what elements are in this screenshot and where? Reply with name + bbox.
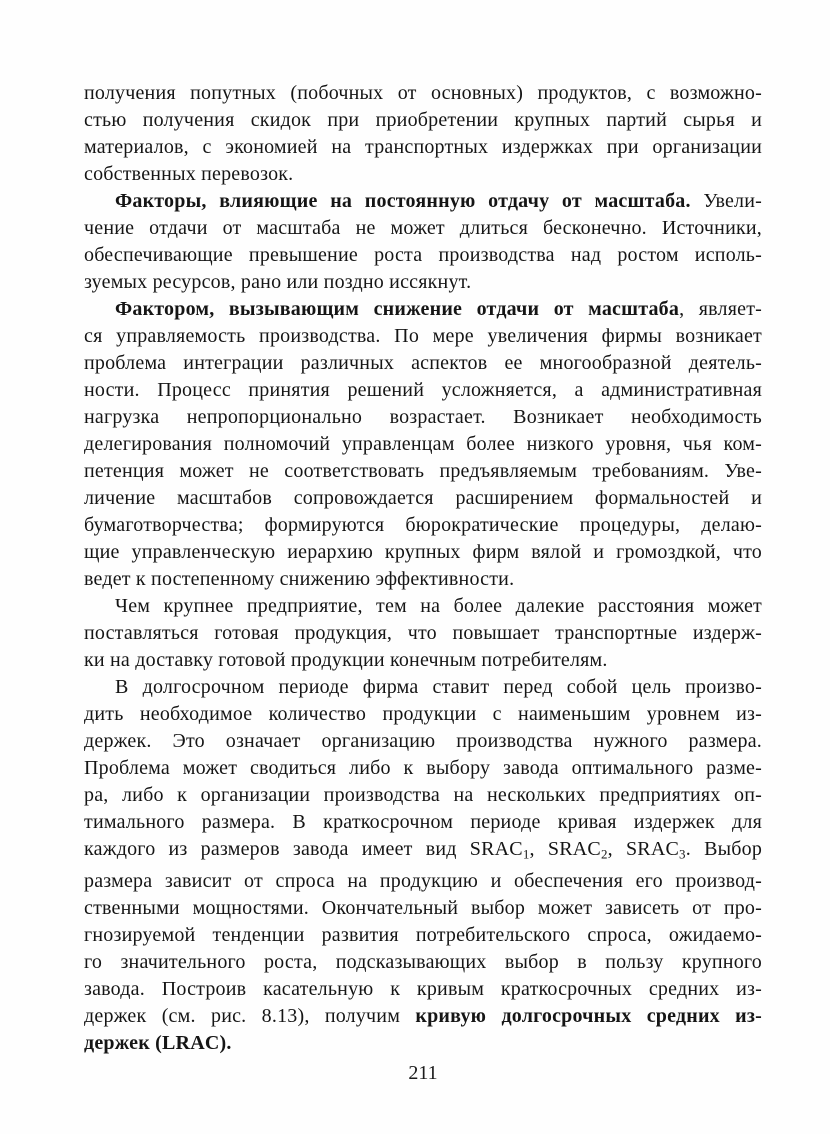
body-text: го значительного роста, подсказывающих выбор в пользу крупного <box>84 950 762 973</box>
text-line <box>84 377 762 404</box>
text-line <box>84 404 762 431</box>
text-line <box>84 242 762 269</box>
body-text: ности. Процесс принятия решений усложняется, а административная <box>84 379 762 401</box>
body-text: обеспечивающие превышение роста производства над ростом исполь- <box>84 244 762 266</box>
bold-text: Факторы, влияющие на постоянную отдачу от масштаба. <box>115 190 691 212</box>
text-line <box>84 895 762 922</box>
body-text: щие управленческую иерархию крупных фирм вялой и громоздкой, что <box>84 541 762 563</box>
text-line <box>84 647 762 674</box>
text-line <box>84 836 762 868</box>
text-line <box>84 269 762 296</box>
body-text: ки на доставку готовой продукции конечным потребителям. <box>84 649 608 671</box>
body-text: бумаготворчества; формируются бюрократические процедуры, делаю- <box>84 514 762 536</box>
body-text: проблема интеграции различных аспектов ее многообразной деятель- <box>84 352 762 374</box>
body-text: . Выбор <box>685 838 763 860</box>
text-line <box>84 1030 762 1057</box>
bold-text: Фактором, вызывающим снижение отдачи от масштаба <box>115 298 680 320</box>
body-text: В долгосрочном периоде фирма ставит перед собой цель произво- <box>115 676 762 698</box>
body-text: ра, либо к организации производства на нескольких предприятиях оп- <box>84 784 762 806</box>
text-line <box>84 350 762 377</box>
text-line <box>84 868 762 895</box>
paragraph <box>84 296 762 593</box>
body-text: зуемых ресурсов, рано или поздно иссякнут. <box>84 271 472 293</box>
paragraph <box>84 80 762 188</box>
body-text: гнозируемой тенденции развития потребительского спроса, ожидаемо- <box>84 923 762 946</box>
body-text: собственных перевозок. <box>84 163 294 185</box>
text-line <box>84 620 762 647</box>
text-line <box>84 782 762 809</box>
text-line <box>84 323 762 350</box>
text-line <box>84 485 762 512</box>
text-line <box>84 922 762 949</box>
text-line <box>84 1003 762 1030</box>
body-text: держек. Это означает организацию производства нужного размера. <box>84 730 762 752</box>
page-number: 211 <box>408 1062 438 1084</box>
body-text: делегирования полномочий управленцам более низкого уровня, чья ком- <box>84 433 762 455</box>
body-text: стью получения скидок при приобретении крупных партий сырья и <box>84 109 762 131</box>
text-line <box>84 215 762 242</box>
body-text: завода. Построив касательную к кривым краткосрочных средних из- <box>84 977 762 1000</box>
body-text: Проблема может сводиться либо к выбору завода оптимального разме- <box>84 757 762 779</box>
page-text <box>84 80 762 1057</box>
body-text: , являет- <box>679 298 762 320</box>
text-line <box>84 701 762 728</box>
text-line <box>84 296 762 323</box>
text-line <box>84 458 762 485</box>
text-line <box>84 674 762 701</box>
body-text: размера зависит от спроса на продукцию и обеспечения его производ- <box>84 869 762 892</box>
text-line <box>84 134 762 161</box>
body-text: петенция может не соответствовать предъявляемым требованиям. Уве- <box>84 460 762 482</box>
body-text: держек (см. рис. 8.13), получим <box>84 1004 416 1027</box>
text-line <box>84 949 762 976</box>
body-text: , SRAC <box>607 838 680 860</box>
body-text: личение масштабов сопровождается расширением формальностей и <box>84 487 762 509</box>
body-text: ся управляемость производства. По мере увеличения фирмы возникает <box>84 325 762 347</box>
paragraph <box>84 188 762 296</box>
paragraph <box>84 593 762 674</box>
bold-text: кривую долгосрочных средних из- <box>415 1004 763 1027</box>
text-line <box>84 188 762 215</box>
paragraph <box>84 674 762 1057</box>
text-line <box>84 566 762 593</box>
text-line <box>84 431 762 458</box>
body-text: Увели- <box>690 190 762 212</box>
body-text: ственными мощностями. Окончательный выбор может зависеть от про- <box>84 896 762 919</box>
body-text: поставляться готовая продукция, что повышает транспортные издерж- <box>84 622 762 644</box>
body-text: получения попутных (побочных от основных) продуктов, с возможно- <box>84 82 762 104</box>
text-line <box>84 161 762 188</box>
text-line <box>84 728 762 755</box>
subscript-text: 2 <box>600 846 608 862</box>
body-text: дить необходимое количество продукции с наименьшим уровнем из- <box>84 703 762 725</box>
body-text: ведет к постепенному снижению эффективности. <box>84 568 515 590</box>
text-line <box>84 593 762 620</box>
body-text: материалов, с экономией на транспортных издержках при организации <box>84 136 762 158</box>
text-line <box>84 809 762 836</box>
text-line <box>84 755 762 782</box>
body-text: , SRAC <box>529 838 601 860</box>
subscript-text: 3 <box>679 846 686 862</box>
text-line <box>84 976 762 1003</box>
bold-text: держек (LRAC). <box>84 1031 232 1054</box>
text-line <box>84 539 762 566</box>
body-text: тимального размера. В краткосрочном периоде кривая издержек для <box>84 811 762 833</box>
subscript-text: 1 <box>522 846 530 862</box>
text-line <box>84 107 762 134</box>
body-text: каждого из размеров завода имеет вид SRAC <box>84 838 523 860</box>
body-text: Чем крупнее предприятие, тем на более далекие расстояния может <box>115 595 762 617</box>
text-line <box>84 80 762 107</box>
body-text: чение отдачи от масштаба не может длиться бесконечно. Источники, <box>84 217 762 239</box>
text-line <box>84 512 762 539</box>
body-text: нагрузка непропорционально возрастает. Возникает необходимость <box>84 406 762 428</box>
